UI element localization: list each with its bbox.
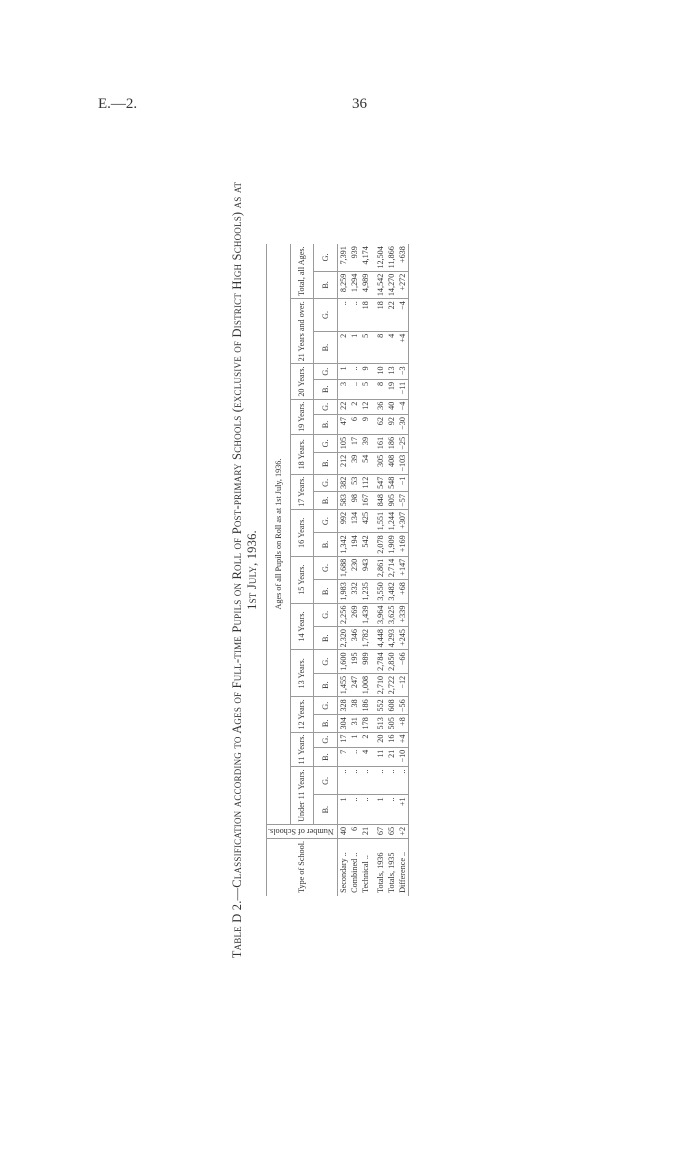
school-count-cell: +2 <box>397 824 409 838</box>
age-group-header: 15 Years. <box>290 556 314 603</box>
pupil-count-cell: 905 <box>386 492 397 510</box>
school-type-cell: Combined .. <box>349 852 359 893</box>
pupil-count-cell: 1,782 <box>360 627 371 650</box>
pupil-count-cell: +4 <box>397 732 409 747</box>
pupil-count-cell: 11 <box>371 747 386 767</box>
boys-subheader: B. <box>314 379 338 399</box>
pupil-count-cell: 8 <box>371 331 386 364</box>
pupil-count-cell: .. <box>349 299 360 332</box>
pupil-count-cell: +1 <box>397 795 409 825</box>
girls-subheader: G. <box>314 299 338 332</box>
pupil-count-cell: 547 <box>371 474 386 491</box>
pupil-count-cell: 513 <box>371 715 386 732</box>
pupil-count-cell: .. <box>360 767 371 795</box>
pupil-count-cell: 1,439 <box>360 603 371 626</box>
pupil-count-cell: 2,320 <box>337 627 349 650</box>
pupil-count-cell: 47 <box>337 415 349 435</box>
pupil-count-cell: 1,235 <box>360 580 371 603</box>
girls-subheader: G. <box>314 767 338 795</box>
table-row <box>371 244 386 896</box>
pupil-count-cell: 19 <box>386 379 397 399</box>
girls-subheader: G. <box>314 244 338 271</box>
girls-subheader: G. <box>314 364 338 379</box>
pupil-count-cell: 98 <box>349 492 360 510</box>
pupil-count-cell: 989 <box>360 650 371 673</box>
pupil-count-cell: 1,688 <box>337 556 349 579</box>
pupil-count-cell: 62 <box>371 415 386 435</box>
pupil-count-cell: 11,866 <box>386 244 397 271</box>
pupil-count-cell: 1,551 <box>371 509 386 532</box>
pupil-count-cell: 2,256 <box>337 603 349 626</box>
pupil-count-cell: 1,600 <box>337 650 349 673</box>
pupil-count-cell: 92 <box>386 415 397 435</box>
pupil-count-cell: 13 <box>386 364 397 379</box>
age-classification-table <box>266 244 409 896</box>
girls-subheader: G. <box>314 474 338 491</box>
pupil-count-cell: 39 <box>349 452 360 474</box>
pupil-count-cell: 112 <box>360 474 371 491</box>
pupil-count-cell: 583 <box>337 492 349 510</box>
girls-subheader: G. <box>314 603 338 626</box>
school-count-cell: 6 <box>349 824 360 838</box>
pupil-count-cell: 505 <box>386 715 397 732</box>
pupil-count-cell: 53 <box>349 474 360 491</box>
age-group-header: 13 Years. <box>290 650 314 697</box>
pupil-count-cell: +307 <box>397 509 409 532</box>
pupil-count-cell: 2,710 <box>371 673 386 696</box>
pupil-count-cell: 186 <box>386 434 397 452</box>
pupil-count-cell: .. <box>397 767 409 795</box>
pupil-count-cell: 332 <box>349 580 360 603</box>
pupil-count-cell: 22 <box>337 399 349 414</box>
pupil-count-cell: 178 <box>360 715 371 732</box>
pupil-count-cell: +245 <box>397 627 409 650</box>
boys-subheader: B. <box>314 715 338 732</box>
pupil-count-cell: 1 <box>337 795 349 825</box>
pupil-count-cell: −66 <box>397 650 409 673</box>
girls-subheader: G. <box>314 434 338 452</box>
pupil-count-cell: 2,784 <box>371 650 386 673</box>
pupil-count-cell: 12,504 <box>371 244 386 271</box>
pupil-count-cell: 20 <box>371 732 386 747</box>
pupil-count-cell: 14,542 <box>371 271 386 299</box>
pupil-count-cell: 3,482 <box>386 580 397 603</box>
pupil-count-cell: 3,625 <box>386 603 397 626</box>
pupil-count-cell: 328 <box>337 697 349 715</box>
age-group-header: Total, all Ages. <box>290 244 314 299</box>
pupil-count-cell: 7,391 <box>337 244 349 271</box>
pupil-count-cell: 943 <box>360 556 371 579</box>
boys-subheader: B. <box>314 492 338 510</box>
age-group-header: 20 Years. <box>290 364 314 399</box>
pupil-count-cell: 2,078 <box>371 533 386 556</box>
boys-subheader: B. <box>314 580 338 603</box>
pupil-count-cell: −1 <box>397 474 409 491</box>
pupil-count-cell: 1,342 <box>337 533 349 556</box>
pupil-count-cell: 1,244 <box>386 509 397 532</box>
pupil-count-cell: 3 <box>337 379 349 399</box>
pupil-count-cell: 105 <box>337 434 349 452</box>
pupil-count-cell: 17 <box>349 434 360 452</box>
pupil-count-cell: 186 <box>360 697 371 715</box>
pupil-count-cell: 2 <box>337 331 349 364</box>
pupil-count-cell: 3,964 <box>371 603 386 626</box>
pupil-count-cell: 38 <box>349 697 360 715</box>
table-row <box>360 244 371 896</box>
pupil-count-cell: 382 <box>337 474 349 491</box>
table-row <box>386 244 397 896</box>
pupil-count-cell: 1 <box>371 795 386 825</box>
boys-subheader: B. <box>314 533 338 556</box>
pupil-count-cell: +339 <box>397 603 409 626</box>
pupil-count-cell: 1 <box>349 732 360 747</box>
school-type-cell: Technical .. <box>360 855 370 893</box>
pupil-count-cell: 346 <box>349 627 360 650</box>
pupil-count-cell: 2 <box>360 732 371 747</box>
pupil-count-cell: 2,861 <box>371 556 386 579</box>
pupil-count-cell: −4 <box>397 399 409 414</box>
girls-subheader: G. <box>314 650 338 673</box>
school-type-cell: Secondary .. <box>338 852 348 893</box>
boys-subheader: B. <box>314 331 338 364</box>
pupil-count-cell: 4,448 <box>371 627 386 650</box>
page-number: 36 <box>352 96 367 112</box>
table-row <box>349 244 360 896</box>
girls-subheader: G. <box>314 399 338 414</box>
pupil-count-cell: −103 <box>397 452 409 474</box>
boys-subheader: B. <box>314 795 338 825</box>
pupil-count-cell: −57 <box>397 492 409 510</box>
col-type-header: Type of School. <box>267 838 338 895</box>
pupil-count-cell: 1,909 <box>386 533 397 556</box>
pupil-count-cell: .. <box>386 767 397 795</box>
pupil-count-cell: +169 <box>397 533 409 556</box>
boys-subheader: B. <box>314 747 338 767</box>
girls-subheader: G. <box>314 697 338 715</box>
pupil-count-cell: 1 <box>349 331 360 364</box>
pupil-count-cell: 212 <box>337 452 349 474</box>
pupil-count-cell: 2 <box>349 399 360 414</box>
age-group-header: 18 Years. <box>290 434 314 474</box>
pupil-count-cell: 194 <box>349 533 360 556</box>
pupil-count-cell: 2,714 <box>386 556 397 579</box>
pupil-count-cell: 2,722 <box>386 673 397 696</box>
boys-subheader: B. <box>314 452 338 474</box>
pupil-count-cell: 542 <box>360 533 371 556</box>
pupil-count-cell: +638 <box>397 244 409 271</box>
pupil-count-cell: .. <box>349 747 360 767</box>
pupil-count-cell: 8,259 <box>337 271 349 299</box>
pupil-count-cell: 1 <box>337 364 349 379</box>
age-group-header: 17 Years. <box>290 474 314 509</box>
pupil-count-cell: −11 <box>397 379 409 399</box>
pupil-count-cell: −4 <box>397 299 409 332</box>
pupil-count-cell: 40 <box>386 399 397 414</box>
ages-span-header: Ages of all Pupils on Roll as at 1st July, 1936. <box>267 244 291 824</box>
pupil-count-cell: 608 <box>386 697 397 715</box>
col-number-header: Number of Schools. <box>267 824 338 838</box>
pupil-count-cell: 269 <box>349 603 360 626</box>
pupil-count-cell: +147 <box>397 556 409 579</box>
age-group-header: 19 Years. <box>290 399 314 434</box>
pupil-count-cell: .. <box>386 795 397 825</box>
rotated-table-block <box>230 100 470 1040</box>
pupil-count-cell: 1,983 <box>337 580 349 603</box>
boys-subheader: B. <box>314 627 338 650</box>
age-group-header: 21 Years and over. <box>290 299 314 364</box>
pupil-count-cell: 1,294 <box>349 271 360 299</box>
pupil-count-cell: 10 <box>371 364 386 379</box>
pupil-count-cell: 134 <box>349 509 360 532</box>
pupil-count-cell: 9 <box>360 415 371 435</box>
pupil-count-cell: 247 <box>349 673 360 696</box>
pupil-count-cell: 1,455 <box>337 673 349 696</box>
pupil-count-cell: 8 <box>371 379 386 399</box>
pupil-count-cell: 31 <box>349 715 360 732</box>
pupil-count-cell: 304 <box>337 715 349 732</box>
age-group-header: 11 Years. <box>290 732 314 767</box>
pupil-count-cell: +8 <box>397 715 409 732</box>
pupil-count-cell: −3 <box>397 364 409 379</box>
pupil-count-cell: 18 <box>360 299 371 332</box>
boys-subheader: B. <box>314 673 338 696</box>
pupil-count-cell: .. <box>337 767 349 795</box>
pupil-count-cell: 9 <box>360 364 371 379</box>
pupil-count-cell: 2,850 <box>386 650 397 673</box>
pupil-count-cell: .. <box>371 767 386 795</box>
pupil-count-cell: 552 <box>371 697 386 715</box>
pupil-count-cell: 167 <box>360 492 371 510</box>
pupil-count-cell: 6 <box>349 415 360 435</box>
pupil-count-cell: .. <box>349 795 360 825</box>
age-group-header: 12 Years. <box>290 697 314 732</box>
pupil-count-cell: 848 <box>371 492 386 510</box>
pupil-count-cell: +68 <box>397 580 409 603</box>
pupil-count-cell: 36 <box>371 399 386 414</box>
pupil-count-cell: 39 <box>360 434 371 452</box>
pupil-count-cell: 230 <box>349 556 360 579</box>
pupil-count-cell: 4 <box>360 747 371 767</box>
pupil-count-cell: 408 <box>386 452 397 474</box>
pupil-count-cell: 4 <box>386 331 397 364</box>
pupil-count-cell: .. <box>349 379 360 399</box>
pupil-count-cell: 14,270 <box>386 271 397 299</box>
pupil-count-cell: 4,293 <box>386 627 397 650</box>
pupil-count-cell: −56 <box>397 697 409 715</box>
pupil-count-cell: 548 <box>386 474 397 491</box>
age-group-header: Under 11 Years. <box>290 767 314 824</box>
pupil-count-cell: 1,008 <box>360 673 371 696</box>
table-row <box>337 244 349 896</box>
pupil-count-cell: +272 <box>397 271 409 299</box>
pupil-count-cell: .. <box>337 299 349 332</box>
pupil-count-cell: 7 <box>337 747 349 767</box>
page-section-label: E.—2. <box>98 96 138 112</box>
table-caption <box>230 100 260 1040</box>
pupil-count-cell: 16 <box>386 732 397 747</box>
pupil-count-cell: 17 <box>337 732 349 747</box>
age-group-header: 16 Years. <box>290 509 314 556</box>
pupil-count-cell: .. <box>349 364 360 379</box>
pupil-count-cell: .. <box>360 795 371 825</box>
school-type-cell: Totals, 1935 <box>386 852 396 893</box>
school-type-cell: Totals, 1936 <box>375 852 385 893</box>
pupil-count-cell: 425 <box>360 509 371 532</box>
pupil-count-cell: 5 <box>360 331 371 364</box>
pupil-count-cell: −12 <box>397 673 409 696</box>
age-group-header: 14 Years. <box>290 603 314 650</box>
pupil-count-cell: 992 <box>337 509 349 532</box>
pupil-count-cell: 21 <box>386 747 397 767</box>
school-count-cell: 67 <box>371 824 386 838</box>
pupil-count-cell: 3,550 <box>371 580 386 603</box>
pupil-count-cell: 939 <box>349 244 360 271</box>
school-count-cell: 40 <box>337 824 349 838</box>
pupil-count-cell: .. <box>349 767 360 795</box>
pupil-count-cell: 305 <box>371 452 386 474</box>
table-row <box>397 244 409 896</box>
girls-subheader: G. <box>314 556 338 579</box>
pupil-count-cell: 12 <box>360 399 371 414</box>
pupil-count-cell: 195 <box>349 650 360 673</box>
girls-subheader: G. <box>314 509 338 532</box>
school-type-cell: Difference .. <box>397 838 409 895</box>
pupil-count-cell: 4,174 <box>360 244 371 271</box>
pupil-count-cell: 18 <box>371 299 386 332</box>
pupil-count-cell: 5 <box>360 379 371 399</box>
pupil-count-cell: +4 <box>397 331 409 364</box>
pupil-count-cell: 161 <box>371 434 386 452</box>
school-count-cell: 65 <box>386 824 397 838</box>
pupil-count-cell: −30 <box>397 415 409 435</box>
pupil-count-cell: 54 <box>360 452 371 474</box>
girls-subheader: G. <box>314 732 338 747</box>
pupil-count-cell: 4,989 <box>360 271 371 299</box>
boys-subheader: B. <box>314 415 338 435</box>
caption-line-1: Table D 2.—Classification according to Ages of Full-time Pupils on Roll of Post-primary Schools (exclusive of District High Schools) as at <box>230 181 244 959</box>
boys-subheader: B. <box>314 271 338 299</box>
pupil-count-cell: −10 <box>397 747 409 767</box>
pupil-count-cell: −25 <box>397 434 409 452</box>
school-count-cell: 21 <box>360 824 371 838</box>
caption-line-2: 1st July, 1936. <box>245 530 259 610</box>
pupil-count-cell: 22 <box>386 299 397 332</box>
